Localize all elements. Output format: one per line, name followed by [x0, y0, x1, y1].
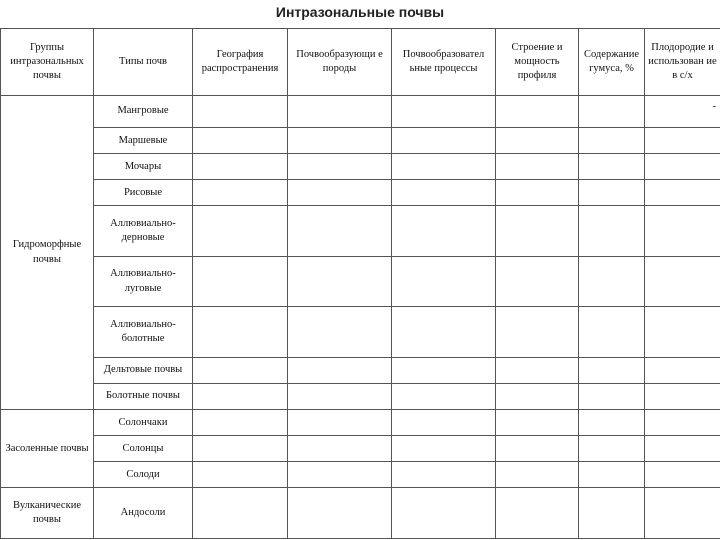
soils-table — [0, 28, 720, 539]
empty-cell[interactable] — [288, 96, 392, 128]
empty-cell[interactable] — [496, 96, 579, 128]
empty-cell[interactable] — [579, 436, 645, 462]
empty-cell[interactable] — [288, 410, 392, 436]
empty-cell[interactable] — [193, 96, 288, 128]
empty-cell[interactable] — [579, 410, 645, 436]
empty-cell[interactable] — [645, 357, 720, 383]
fertility-dash: - — [712, 101, 716, 112]
empty-cell[interactable] — [288, 384, 392, 410]
header-fertility: Плодородие и использован ие в с/х — [645, 29, 720, 96]
empty-cell[interactable] — [392, 462, 496, 488]
empty-cell[interactable] — [392, 436, 496, 462]
empty-cell[interactable] — [645, 96, 720, 128]
empty-cell[interactable] — [496, 384, 579, 410]
empty-cell[interactable] — [579, 96, 645, 128]
empty-cell[interactable] — [645, 180, 720, 206]
empty-cell[interactable] — [392, 206, 496, 257]
empty-cell[interactable] — [193, 384, 288, 410]
table-row — [1, 410, 720, 436]
empty-cell[interactable] — [496, 256, 579, 307]
empty-cell[interactable] — [645, 410, 720, 436]
empty-cell[interactable] — [579, 154, 645, 180]
empty-cell[interactable] — [579, 462, 645, 488]
type-cell: Аллювиально-луговые — [94, 256, 193, 307]
empty-cell[interactable] — [645, 307, 720, 358]
empty-cell[interactable] — [288, 154, 392, 180]
group-hydromorphic: Гидроморфные почвы — [1, 96, 94, 410]
type-cell: Солоди — [94, 462, 193, 488]
empty-cell[interactable] — [193, 307, 288, 358]
empty-cell[interactable] — [193, 357, 288, 383]
empty-cell[interactable] — [193, 436, 288, 462]
empty-cell[interactable] — [496, 154, 579, 180]
empty-cell[interactable] — [579, 206, 645, 257]
empty-cell[interactable] — [288, 180, 392, 206]
page-title: Интразональные почвы — [275, 4, 445, 20]
empty-cell[interactable] — [645, 128, 720, 154]
type-cell: Аллювиально-болотные — [94, 307, 193, 358]
empty-cell[interactable] — [193, 256, 288, 307]
type-cell: Болотные почвы — [94, 384, 193, 410]
empty-cell[interactable] — [496, 410, 579, 436]
empty-cell[interactable] — [496, 436, 579, 462]
empty-cell[interactable] — [288, 307, 392, 358]
empty-cell[interactable] — [288, 357, 392, 383]
table-row — [1, 436, 720, 462]
empty-cell[interactable] — [288, 256, 392, 307]
empty-cell[interactable] — [645, 436, 720, 462]
empty-cell[interactable] — [579, 307, 645, 358]
empty-cell[interactable] — [193, 128, 288, 154]
empty-cell[interactable] — [288, 488, 392, 539]
header-humus: Содержание гумуса, % — [579, 29, 645, 96]
header-parent-rocks: Почвообразующи е породы — [288, 29, 392, 96]
table-row — [1, 256, 720, 307]
header-row — [1, 29, 720, 96]
empty-cell[interactable] — [288, 462, 392, 488]
empty-cell[interactable] — [392, 410, 496, 436]
empty-cell[interactable] — [496, 462, 579, 488]
empty-cell[interactable] — [645, 256, 720, 307]
group-saline: Засоленные почвы — [1, 410, 94, 488]
empty-cell[interactable] — [392, 154, 496, 180]
empty-cell[interactable] — [645, 384, 720, 410]
empty-cell[interactable] — [645, 488, 720, 539]
empty-cell[interactable] — [288, 206, 392, 257]
empty-cell[interactable] — [645, 462, 720, 488]
empty-cell[interactable] — [496, 488, 579, 539]
empty-cell[interactable] — [392, 96, 496, 128]
empty-cell[interactable] — [579, 384, 645, 410]
type-cell: Солончаки — [94, 410, 193, 436]
empty-cell[interactable] — [496, 128, 579, 154]
table-row — [1, 488, 720, 539]
empty-cell[interactable] — [193, 488, 288, 539]
empty-cell[interactable] — [193, 180, 288, 206]
type-cell: Мангровые — [94, 96, 193, 128]
table-row — [1, 357, 720, 383]
type-cell: Мочары — [94, 154, 193, 180]
table-row — [1, 154, 720, 180]
type-cell: Рисовые — [94, 180, 193, 206]
type-cell: Солонцы — [94, 436, 193, 462]
type-cell: Андосоли — [94, 488, 193, 539]
empty-cell[interactable] — [579, 256, 645, 307]
table-row — [1, 206, 720, 257]
empty-cell[interactable] — [392, 180, 496, 206]
table-row — [1, 128, 720, 154]
empty-cell[interactable] — [645, 154, 720, 180]
table-row — [1, 462, 720, 488]
empty-cell[interactable] — [288, 128, 392, 154]
empty-cell[interactable] — [193, 410, 288, 436]
empty-cell[interactable] — [579, 128, 645, 154]
empty-cell[interactable] — [193, 462, 288, 488]
empty-cell[interactable] — [579, 180, 645, 206]
empty-cell[interactable] — [645, 206, 720, 257]
type-cell: Аллювиально-дерновые — [94, 206, 193, 257]
header-types: Типы почв — [94, 29, 193, 96]
table-row — [1, 96, 720, 128]
group-volcanic: Вулканические почвы — [1, 488, 94, 539]
header-processes: Почвообразовател ьные процессы — [392, 29, 496, 96]
table-row — [1, 180, 720, 206]
empty-cell[interactable] — [288, 436, 392, 462]
type-cell: Маршевые — [94, 128, 193, 154]
empty-cell[interactable] — [496, 307, 579, 358]
empty-cell[interactable] — [496, 357, 579, 383]
table-row — [1, 384, 720, 410]
empty-cell[interactable] — [496, 180, 579, 206]
header-geography: География распространения — [193, 29, 288, 96]
empty-cell[interactable] — [193, 206, 288, 257]
empty-cell[interactable] — [392, 256, 496, 307]
empty-cell[interactable] — [392, 384, 496, 410]
empty-cell[interactable] — [392, 128, 496, 154]
table-row — [1, 307, 720, 358]
empty-cell[interactable] — [392, 357, 496, 383]
empty-cell[interactable] — [496, 206, 579, 257]
type-cell: Дельтовые почвы — [94, 357, 193, 383]
empty-cell[interactable] — [579, 357, 645, 383]
header-groups: Группы интразональных почвы — [1, 29, 94, 96]
empty-cell[interactable] — [193, 154, 288, 180]
header-profile: Строение и мощность профиля — [496, 29, 579, 96]
empty-cell[interactable] — [392, 307, 496, 358]
empty-cell[interactable] — [579, 488, 645, 539]
empty-cell[interactable] — [392, 488, 496, 539]
